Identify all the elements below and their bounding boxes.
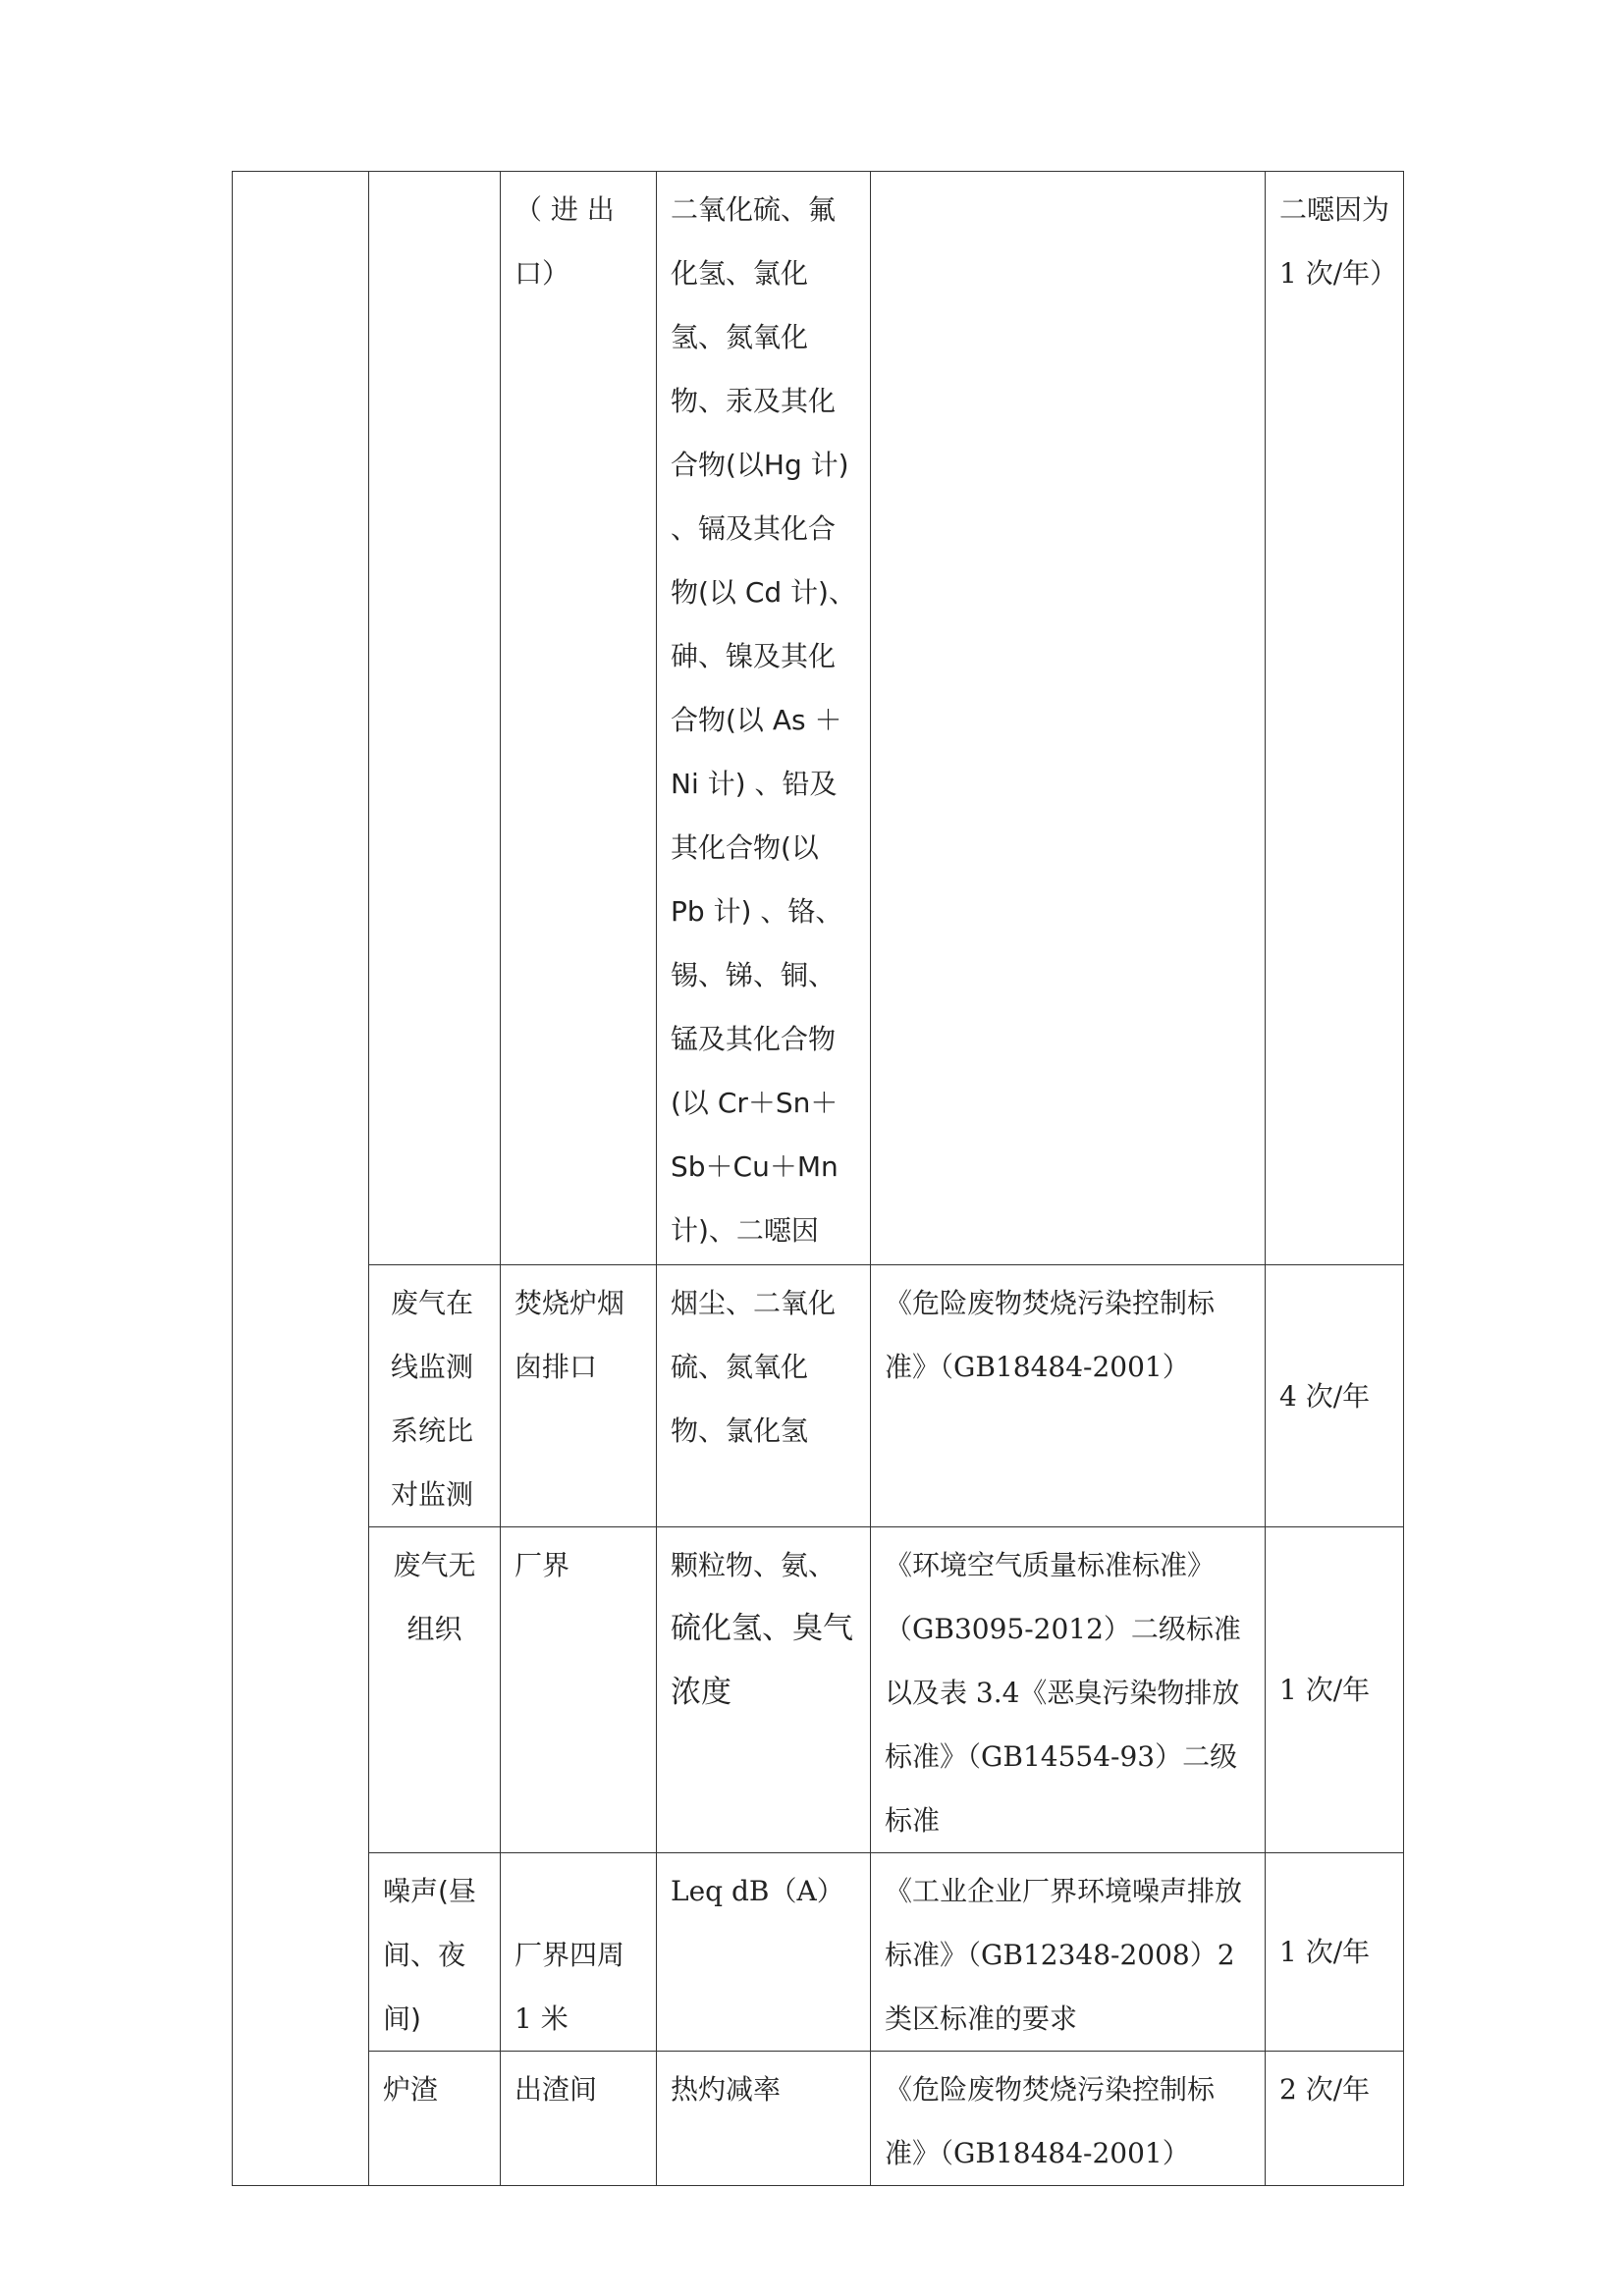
location-text: 焚烧炉烟囱排口 [514, 1287, 625, 1383]
item-cell [369, 1527, 501, 1853]
standard-text: 《工业企业厂界环境噪声排放标准》（GB12348-2008）2 类区标准的要求 [885, 1875, 1243, 2035]
item-cell [369, 172, 501, 1265]
monitoring-table [232, 171, 1404, 2186]
pollutants-text: 二氧化硫、氟化氢、氯化氢、氮氧化物、汞及其化合物(以Hg 计) 、镉及其化合物(以 Cd 计)、 砷、镍及其化合物(以 As ＋ Ni 计) 、铅及其化合物(以 Pb 计) 、铬、锡、锑、铜、锰及其化合物(以 Cr＋Sn＋Sb＋Cu＋Mn 计)、二噁因 [671, 193, 856, 1247]
table-row [233, 1265, 1404, 1527]
pollutants-text-a: 颗粒物、氨、 [671, 1549, 837, 1581]
pollutants-text: 烟尘、二氧化硫、氮氧化物、氯化氢 [671, 1287, 837, 1447]
table-row [233, 172, 1404, 1265]
item-text: 噪声(昼间、夜间) [383, 1875, 476, 2035]
location-cell [501, 172, 657, 1265]
frequency-text: 2 次/年 [1279, 2073, 1371, 2106]
location-cell [501, 1853, 657, 2052]
standard-cell [871, 1265, 1266, 1527]
location-cell [501, 2052, 657, 2186]
page-content [232, 171, 1404, 2186]
standard-cell [871, 1527, 1266, 1853]
item-cell [369, 1265, 501, 1527]
location-cell [501, 1527, 657, 1853]
pollutants-cell [657, 1853, 871, 2052]
table-row [233, 2052, 1404, 2186]
pollutants-text: Leq dB（A） [671, 1875, 844, 1907]
location-cell [501, 1265, 657, 1527]
item-text: 废气在线监测系统比对监测 [391, 1287, 474, 1511]
pollutants-cell [657, 172, 871, 1265]
frequency-text: 4 次/年 [1279, 1379, 1371, 1413]
pollutants-text: 热灼减率 [671, 2073, 782, 2106]
location-text: 出渣间 [514, 2073, 598, 2106]
standard-text: 《危险废物焚烧污染控制标准》（GB18484-2001） [885, 1287, 1216, 1383]
category-cell [233, 172, 369, 2186]
location-text: （ 进 出口） [514, 193, 615, 290]
standard-cell [871, 172, 1266, 1265]
frequency-cell [1266, 172, 1404, 1265]
item-text: 炉渣 [383, 2073, 439, 2106]
pollutants-cell [657, 1527, 871, 1853]
table-row [233, 1527, 1404, 1853]
item-cell [369, 1853, 501, 2052]
frequency-cell [1266, 1853, 1404, 2052]
frequency-cell [1266, 2052, 1404, 2186]
pollutants-text-b: 硫化氢、臭气浓度 [671, 1611, 853, 1710]
frequency-text: 1 次/年 [1279, 1674, 1371, 1706]
location-text: 厂界 [514, 1549, 570, 1581]
frequency-cell [1266, 1265, 1404, 1527]
standard-cell [871, 1853, 1266, 2052]
frequency-text: 二噁因为 1 次/年） [1279, 193, 1398, 290]
table-row [233, 1853, 1404, 2052]
standard-text [871, 172, 1265, 178]
pollutants-cell [657, 2052, 871, 2186]
location-text: 厂界四周 1 米 [514, 1939, 625, 2035]
frequency-text: 1 次/年 [1279, 1936, 1371, 1968]
standard-text: 《环境空气质量标准标准》（GB3095-2012）二级标准以及表 3.4《恶臭污染物排放标准》（GB14554-93）二级标准 [885, 1549, 1241, 1837]
standard-text: 《危险废物焚烧污染控制标准》（GB18484-2001） [885, 2073, 1216, 2169]
pollutants-cell [657, 1265, 871, 1527]
item-text: 废气无组织 [393, 1549, 476, 1645]
standard-cell [871, 2052, 1266, 2186]
frequency-cell [1266, 1527, 1404, 1853]
item-cell [369, 2052, 501, 2186]
